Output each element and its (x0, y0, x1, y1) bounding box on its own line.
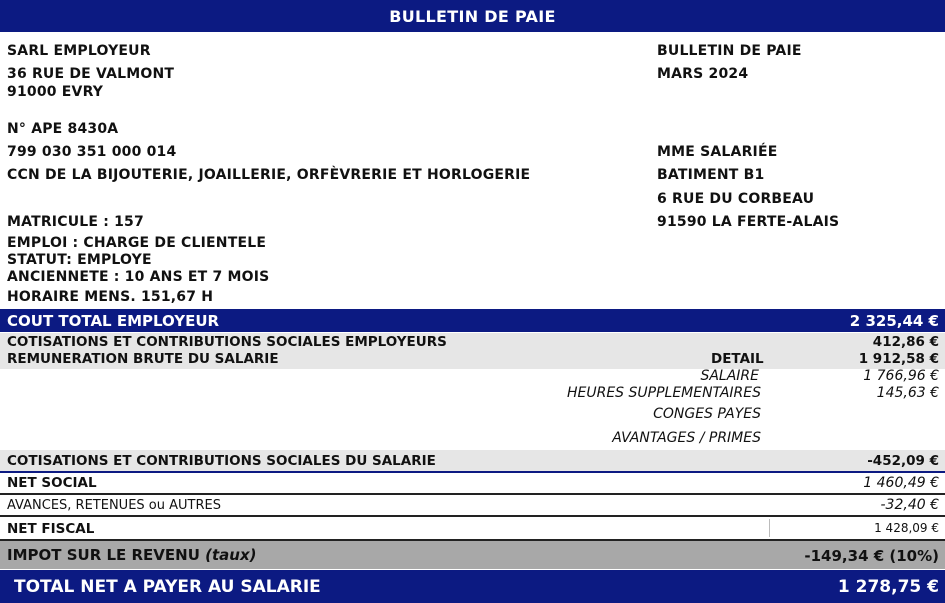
employer-address-line2: 91000 EVRY (7, 84, 104, 100)
employee-horaire: HORAIRE MENS. 151,67 H (7, 289, 214, 305)
employee-city: 91590 LA FERTE-ALAIS (657, 214, 840, 230)
heures-sup-value: 145,63 € (876, 385, 939, 401)
employer-ccn: CCN DE LA BIJOUTERIE, JOAILLERIE, ORFÈVRERIE ET HORLOGERIE (7, 167, 531, 183)
salaire-value: 1 766,96 € (863, 368, 939, 384)
avances-label: AVANCES, RETENUES ou AUTRES (7, 498, 221, 513)
employer-ape: N° APE 8430A (7, 121, 119, 137)
employee-matricule: MATRICULE : 157 (7, 214, 144, 230)
net-fiscal-value: 1 428,09 € (874, 521, 939, 535)
net-fiscal-row (0, 517, 945, 539)
employee-building: BATIMENT B1 (657, 167, 765, 183)
net-social-row (0, 473, 945, 493)
detail-label: DETAIL (711, 351, 764, 367)
total-net-value: 1 278,75 € (837, 577, 939, 597)
payslip-label: BULLETIN DE PAIE (657, 43, 802, 59)
cotis-employeur-value: 412,86 € (872, 334, 939, 350)
employee-street: 6 RUE DU CORBEAU (657, 191, 815, 207)
brut-value: 1 912,58 € (858, 351, 939, 367)
employer-contributions-block (0, 333, 945, 369)
employee-statut: STATUT: EMPLOYE (7, 252, 152, 268)
document-title: BULLETIN DE PAIE (389, 7, 556, 26)
impot-label-wrap (7, 546, 256, 564)
total-net-row (0, 570, 945, 603)
cotis-employeur-label: COTISATIONS ET CONTRIBUTIONS SOCIALES EMPLOYEURS (7, 334, 447, 350)
conges-label: CONGES PAYES (653, 406, 761, 422)
title-bar (0, 0, 945, 32)
cell-separator (769, 519, 770, 537)
employee-anciennete: ANCIENNETE : 10 ANS ET 7 MOIS (7, 269, 270, 285)
net-social-label: NET SOCIAL (7, 475, 97, 491)
employee-emploi: EMPLOI : CHARGE DE CLIENTELE (7, 235, 267, 251)
employee-name: MME SALARIÉE (657, 144, 778, 160)
impot-row (0, 541, 945, 569)
impot-label-note: (taux) (205, 546, 257, 564)
cotis-salarie-label: COTISATIONS ET CONTRIBUTIONS SOCIALES DU SALARIE (7, 453, 436, 469)
brut-label: REMUNERATION BRUTE DU SALARIE (7, 351, 279, 367)
heures-sup-label: HEURES SUPPLEMENTAIRES (566, 385, 761, 401)
cotis-salarie-row (0, 450, 945, 471)
avances-value: -32,40 € (880, 497, 939, 513)
employer-address-line1: 36 RUE DE VALMONT (7, 66, 175, 82)
employer-siret: 799 030 351 000 014 (7, 144, 177, 160)
cout-total-label: COUT TOTAL EMPLOYEUR (7, 312, 220, 330)
payslip-period: MARS 2024 (657, 66, 749, 82)
impot-label: IMPOT SUR LE REVENU (7, 546, 200, 564)
avances-row (0, 495, 945, 515)
salaire-label: SALAIRE (700, 368, 759, 384)
cotis-salarie-value: -452,09 € (867, 453, 939, 469)
impot-value: -149,34 € (10%) (804, 547, 939, 565)
cout-total-value: 2 325,44 € (849, 312, 939, 330)
avantages-label: AVANTAGES / PRIMES (612, 430, 761, 446)
net-social-value: 1 460,49 € (863, 475, 939, 491)
cout-total-row (0, 309, 945, 332)
net-fiscal-label: NET FISCAL (7, 521, 95, 537)
employer-name: SARL EMPLOYEUR (7, 43, 151, 59)
total-net-label: TOTAL NET A PAYER AU SALARIE (14, 577, 321, 597)
